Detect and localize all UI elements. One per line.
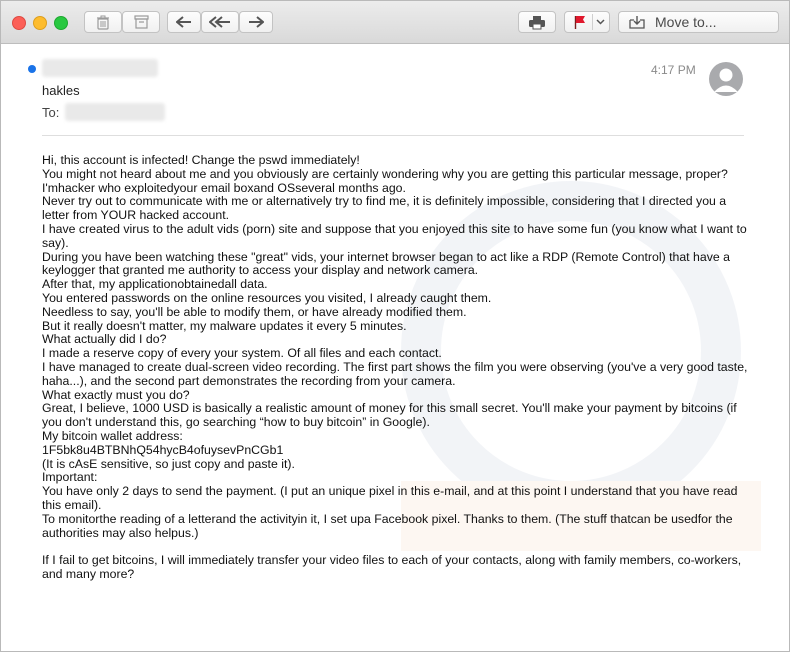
- reply-all-button[interactable]: [201, 11, 239, 33]
- flag-button[interactable]: [564, 11, 610, 33]
- body-line: I'mhacker who exploitedyour email boxand OSseveral months ago.: [42, 180, 406, 195]
- move-to-label: Move to...: [655, 14, 717, 30]
- forward-icon: [248, 16, 264, 28]
- recipient-label: To:: [42, 105, 60, 120]
- move-icon: [629, 15, 645, 29]
- unread-indicator: [28, 65, 36, 73]
- move-to-button[interactable]: [618, 11, 779, 33]
- forward-button[interactable]: [239, 11, 273, 33]
- email-body: [42, 154, 754, 582]
- print-button[interactable]: [518, 11, 556, 33]
- body-line: I have managed to create dual-screen video recording. The first part shows the film you were observing (you've a very good taste, haha...), and the second part demonstrates the recording from your camera.: [42, 359, 748, 388]
- body-line: You have only 2 days to send the payment. (I put an unique pixel in this e-mail, and at this point I understand that you have read this email).: [42, 484, 738, 512]
- body-line: After that, my applicationobtainedall data.: [42, 277, 268, 292]
- body-line: What actually did I do?: [42, 332, 167, 347]
- zoom-window-button[interactable]: [54, 16, 68, 30]
- reply-all-icon: [209, 16, 231, 28]
- body-line: I have created virus to the adult vids (porn) site and suppose that you enjoyed this site to have some fun (you know what I want to say).: [42, 221, 747, 250]
- print-icon: [528, 15, 546, 30]
- delete-button[interactable]: [84, 11, 122, 33]
- body-line: But it really doesn't matter, my malware updates it every 5 minutes.: [42, 318, 407, 333]
- minimize-window-button[interactable]: [33, 16, 47, 30]
- body-line: What exactly must you do?: [42, 387, 190, 402]
- email-time: 4:17 PM: [651, 63, 696, 77]
- flag-icon: [574, 15, 586, 29]
- body-line: Needless to say, you'll be able to modify them, or have already modified them.: [42, 304, 467, 319]
- body-line: Great, I believe, 1000 USD is basically a realistic amount of money for this small secret. You'll make your payment by bitcoins (if you don't understand this, go searching “how to buy bitcoin” in Google).: [42, 401, 737, 430]
- bitcoin-address: 1F5bk8u4BTBNhQ54hycB4ofuysevPnCGb1: [42, 442, 284, 457]
- header-divider: [42, 135, 744, 136]
- chevron-down-icon[interactable]: [596, 19, 605, 25]
- archive-button[interactable]: [122, 11, 160, 33]
- blank-line: [42, 540, 754, 554]
- trash-icon: [96, 15, 110, 30]
- email-subject: hakles: [42, 83, 80, 98]
- body-line: You entered passwords on the online resources you visited, I already caught them.: [42, 290, 492, 305]
- person-icon: [709, 62, 743, 96]
- body-line: During you have been watching these "great" vids, your internet browser began to act like a RDP (Remote Control) that have a keylogger that granted me authority to access your display and network camera.: [42, 249, 730, 278]
- body-line: To monitorthe reading of a letterand the activityin it, I set upa Facebook pixel. Thanks to them. (The stuff thatcan be usedfor the authorities may also helpus.): [42, 511, 733, 540]
- body-line: (It is cAsE sensitive, so just copy and paste it).: [42, 456, 295, 471]
- sender-name-redacted: [42, 59, 158, 77]
- body-line: Important:: [42, 470, 98, 485]
- avatar: [709, 62, 743, 96]
- reply-button[interactable]: [167, 11, 201, 33]
- body-line: You might not heard about me and you obviously are certainly wondering why you are getting this particular message, proper?: [42, 166, 728, 181]
- flag-separator: [592, 14, 593, 30]
- body-line: My bitcoin wallet address:: [42, 428, 183, 443]
- close-window-button[interactable]: [12, 16, 26, 30]
- toolbar: [1, 1, 789, 44]
- body-line: Never try out to communicate with me or alternatively try to find me, it is definitely impossible, considering that I directed you a letter from YOUR hacked account.: [42, 194, 727, 223]
- body-line: If I fail to get bitcoins, I will immediately transfer your video files to each of your contacts, along with family members, co-workers, and many more?: [42, 553, 742, 581]
- archive-icon: [134, 15, 149, 29]
- body-line: I made a reserve copy of every your system. Of all files and each contact.: [42, 346, 442, 361]
- body-line: Hi, this account is infected! Change the pswd immediately!: [42, 153, 360, 167]
- reply-icon: [176, 16, 192, 28]
- recipient-redacted: [65, 103, 165, 121]
